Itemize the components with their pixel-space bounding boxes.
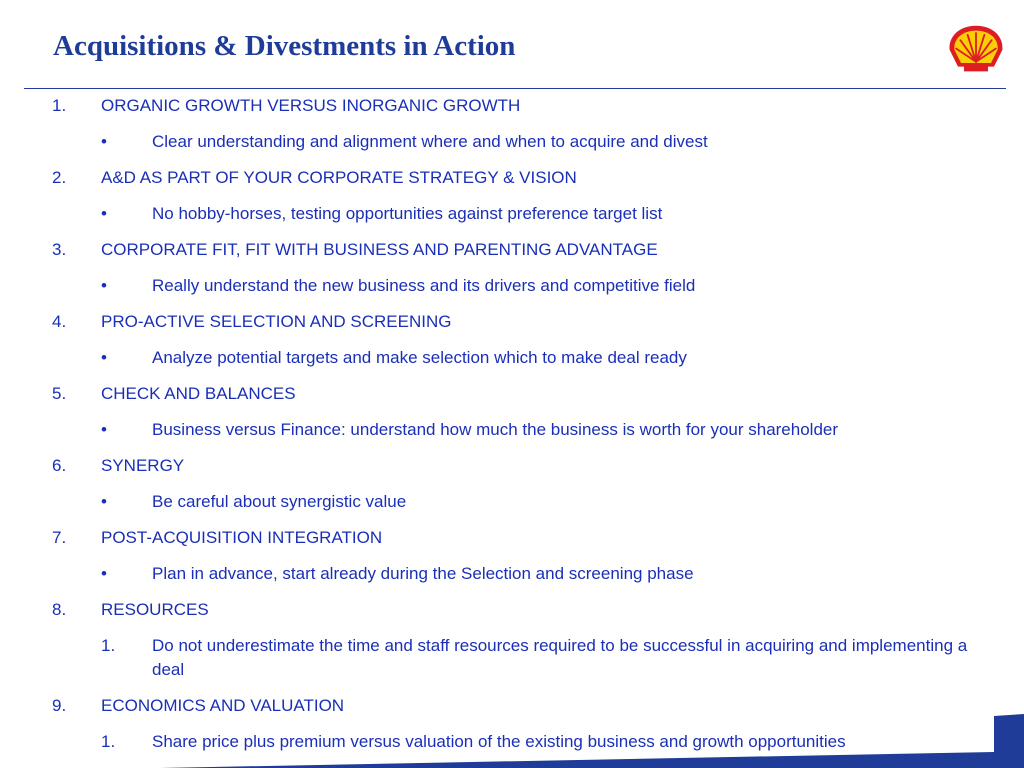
agenda-heading-row: [0, 526, 1000, 562]
detail-marker: •: [101, 420, 107, 439]
item-heading: A&D AS PART OF YOUR CORPORATE STRATEGY & VISION: [101, 168, 577, 187]
agenda-detail-row: [0, 202, 1000, 238]
item-heading: ORGANIC GROWTH VERSUS INORGANIC GROWTH: [101, 96, 521, 115]
detail-marker: 1.: [101, 636, 116, 655]
item-number: 3.: [52, 240, 67, 259]
item-heading: CHECK AND BALANCES: [101, 384, 296, 403]
item-heading: POST-ACQUISITION INTEGRATION: [101, 528, 383, 547]
detail-marker: •: [101, 564, 107, 583]
item-detail: Clear understanding and alignment where and when to acquire and divest: [152, 132, 708, 151]
shell-logo-icon: [946, 22, 1006, 80]
item-number: 6.: [52, 456, 67, 475]
item-number: 5.: [52, 384, 67, 403]
title-divider: [24, 88, 1006, 89]
item-heading: PRO-ACTIVE SELECTION AND SCREENING: [101, 312, 452, 331]
detail-marker: •: [101, 492, 107, 511]
agenda-heading-row: [0, 454, 1000, 490]
item-detail: Analyze potential targets and make selection which to make deal ready: [152, 348, 687, 367]
agenda-item: [0, 382, 1000, 454]
agenda-heading-row: [0, 94, 1000, 130]
slide-title: Acquisitions & Divestments in Action: [53, 30, 516, 62]
agenda-detail-row: [0, 562, 1000, 598]
detail-marker: •: [101, 276, 107, 295]
agenda-item: [0, 238, 1000, 310]
agenda-detail-row: [0, 490, 1000, 526]
agenda-item: [0, 310, 1000, 382]
agenda-item: [0, 454, 1000, 526]
item-number: 7.: [52, 528, 67, 547]
agenda-detail-row: [0, 346, 1000, 382]
item-number: 9.: [52, 696, 67, 715]
item-detail: Plan in advance, start already during the Selection and screening phase: [152, 564, 694, 583]
detail-marker: •: [101, 132, 107, 151]
agenda-detail-row: [0, 274, 1000, 310]
agenda-detail-row: [0, 634, 1000, 694]
item-number: 2.: [52, 168, 67, 187]
agenda-heading-row: [0, 166, 1000, 202]
item-detail: Business versus Finance: understand how much the business is worth for your shareholder: [152, 420, 839, 439]
detail-marker: •: [101, 204, 107, 223]
detail-marker: •: [101, 348, 107, 367]
agenda-list: [0, 94, 1000, 766]
corner-accent: [0, 708, 1024, 768]
detail-marker: 1.: [101, 732, 116, 751]
item-detail: Share price plus premium versus valuation of the existing business and growth opportunities: [152, 732, 846, 751]
item-number: 8.: [52, 600, 67, 619]
agenda-heading-row: [0, 598, 1000, 634]
item-number: 4.: [52, 312, 67, 331]
agenda-heading-row: [0, 238, 1000, 274]
item-heading: SYNERGY: [101, 456, 185, 475]
item-detail: No hobby-horses, testing opportunities against preference target list: [152, 204, 663, 223]
agenda-item: [0, 166, 1000, 238]
agenda-item: [0, 526, 1000, 598]
item-heading: CORPORATE FIT, FIT WITH BUSINESS AND PARENTING ADVANTAGE: [101, 240, 658, 259]
agenda-item: [0, 94, 1000, 166]
item-detail: Be careful about synergistic value: [152, 492, 407, 511]
item-detail: Do not underestimate the time and staff resources required to be successful in acquiring and implementing a deal: [152, 636, 968, 679]
agenda-detail-row: [0, 130, 1000, 166]
agenda-heading-row: [0, 310, 1000, 346]
item-number: 1.: [52, 96, 67, 115]
agenda-heading-row: [0, 382, 1000, 418]
item-heading: ECONOMICS AND VALUATION: [101, 696, 345, 715]
agenda-detail-row: [0, 418, 1000, 454]
agenda-item: [0, 598, 1000, 694]
item-heading: RESOURCES: [101, 600, 209, 619]
item-detail: Really understand the new business and its drivers and competitive field: [152, 276, 696, 295]
